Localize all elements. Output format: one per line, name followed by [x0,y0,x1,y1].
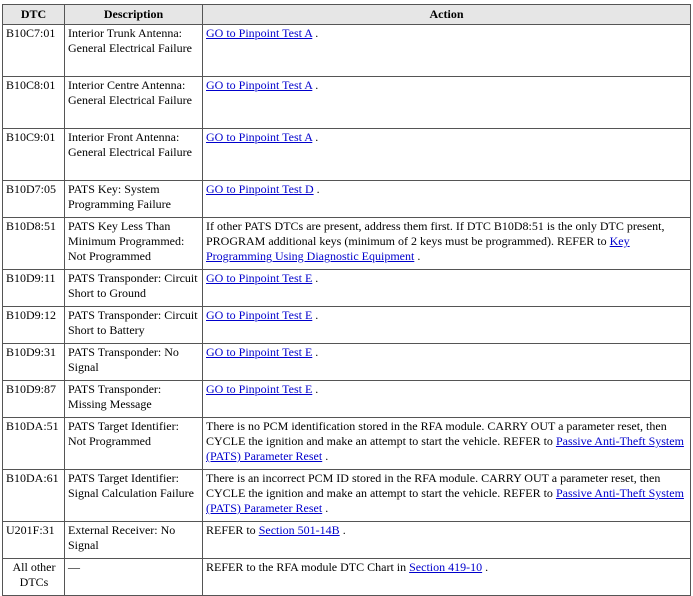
table-row [3,270,691,307]
header-description: Description [65,5,203,25]
dtc-code: B10D8:51 [3,218,65,270]
table-row [3,344,691,381]
table-row [3,522,691,559]
dtc-description: PATS Target Identifier: Signal Calculation Failure [65,470,203,522]
pinpoint-test-link[interactable]: GO to Pinpoint Test E [206,345,313,359]
dtc-description: External Receiver: No Signal [65,522,203,559]
dtc-code: B10D9:87 [3,381,65,418]
dtc-code: B10DA:51 [3,418,65,470]
action-text: If other PATS DTCs are present, address them first. If DTC B10D8:51 is the only DTC present, PROGRAM additional keys (minimum of 2 keys must be programmed). REFER to [206,219,665,248]
table-row [3,181,691,218]
action-suffix: . [322,449,329,463]
dtc-action [203,77,691,129]
table-row [3,381,691,418]
dtc-code: B10D9:11 [3,270,65,307]
section-419-10-link[interactable]: Section 419-10 [409,560,483,574]
action-suffix: . [312,130,319,144]
dtc-action [203,270,691,307]
dtc-action [203,307,691,344]
action-suffix: . [313,182,320,196]
action-suffix: . [322,501,329,515]
header-row [3,5,691,25]
dtc-action [203,25,691,77]
dtc-code: All other DTCs [3,559,65,596]
dtc-table [2,4,691,596]
table-row [3,559,691,596]
table-row [3,25,691,77]
header-dtc: DTC [3,5,65,25]
pinpoint-test-link[interactable]: GO to Pinpoint Test E [206,308,313,322]
action-suffix: . [414,249,421,263]
dtc-code: U201F:31 [3,522,65,559]
section-501-14b-link[interactable]: Section 501-14B [258,523,340,537]
key-programming-link[interactable]: Key Programming Using Diagnostic Equipment [206,234,630,263]
action-suffix: . [312,382,319,396]
table-row [3,77,691,129]
table-row [3,418,691,470]
pinpoint-test-link[interactable]: GO to Pinpoint Test E [206,271,313,285]
dtc-description: PATS Transponder: Circuit Short to Battery [65,307,203,344]
dtc-code: B10DA:61 [3,470,65,522]
dtc-description: PATS Transponder: Circuit Short to Ground [65,270,203,307]
pinpoint-test-link[interactable]: GO to Pinpoint Test E [206,382,313,396]
action-suffix: . [312,271,319,285]
dtc-description: — [65,559,203,596]
action-suffix: . [312,26,319,40]
action-suffix: . [312,308,319,322]
header-action: Action [203,5,691,25]
pinpoint-test-link[interactable]: GO to Pinpoint Test A [206,26,313,40]
dtc-code: B10D7:05 [3,181,65,218]
dtc-code: B10C9:01 [3,129,65,181]
dtc-description: PATS Target Identifier: Not Programmed [65,418,203,470]
dtc-action [203,381,691,418]
dtc-action [203,129,691,181]
action-text: There is an incorrect PCM ID stored in the RFA module. CARRY OUT a parameter reset, then CYCLE the ignition and make an attempt to start the vehicle. REFER to [206,471,661,500]
dtc-action [203,181,691,218]
dtc-description: PATS Transponder: No Signal [65,344,203,381]
dtc-code: B10D9:31 [3,344,65,381]
dtc-action [203,522,691,559]
action-suffix: . [312,345,319,359]
action-text: REFER to [206,523,259,537]
pinpoint-test-link[interactable]: GO to Pinpoint Test A [206,78,313,92]
table-row [3,218,691,270]
dtc-description: Interior Trunk Antenna: General Electrical Failure [65,25,203,77]
action-suffix: . [339,523,346,537]
dtc-description: PATS Transponder: Missing Message [65,381,203,418]
action-text: REFER to the RFA module DTC Chart in [206,560,410,574]
dtc-action [203,344,691,381]
action-text: There is no PCM identification stored in the RFA module. CARRY OUT a parameter reset, then CYCLE the ignition and make an attempt to start the vehicle. REFER to [206,419,667,448]
pinpoint-test-link[interactable]: GO to Pinpoint Test A [206,130,313,144]
dtc-code: B10C8:01 [3,77,65,129]
dtc-description: PATS Key Less Than Minimum Programmed: Not Programmed [65,218,203,270]
dtc-action [203,418,691,470]
pats-parameter-reset-link[interactable]: Passive Anti-Theft System (PATS) Parameter Reset [206,434,684,463]
action-suffix: . [482,560,489,574]
dtc-description: Interior Centre Antenna: General Electrical Failure [65,77,203,129]
dtc-action [203,559,691,596]
dtc-code: B10C7:01 [3,25,65,77]
action-suffix: . [312,78,319,92]
pats-parameter-reset-link[interactable]: Passive Anti-Theft System (PATS) Parameter Reset [206,486,684,515]
table-row [3,470,691,522]
pinpoint-test-link[interactable]: GO to Pinpoint Test D [206,182,314,196]
dtc-action [203,218,691,270]
dtc-description: Interior Front Antenna: General Electrical Failure [65,129,203,181]
table-row [3,307,691,344]
dtc-action [203,470,691,522]
table-row [3,129,691,181]
dtc-description: PATS Key: System Programming Failure [65,181,203,218]
dtc-code: B10D9:12 [3,307,65,344]
